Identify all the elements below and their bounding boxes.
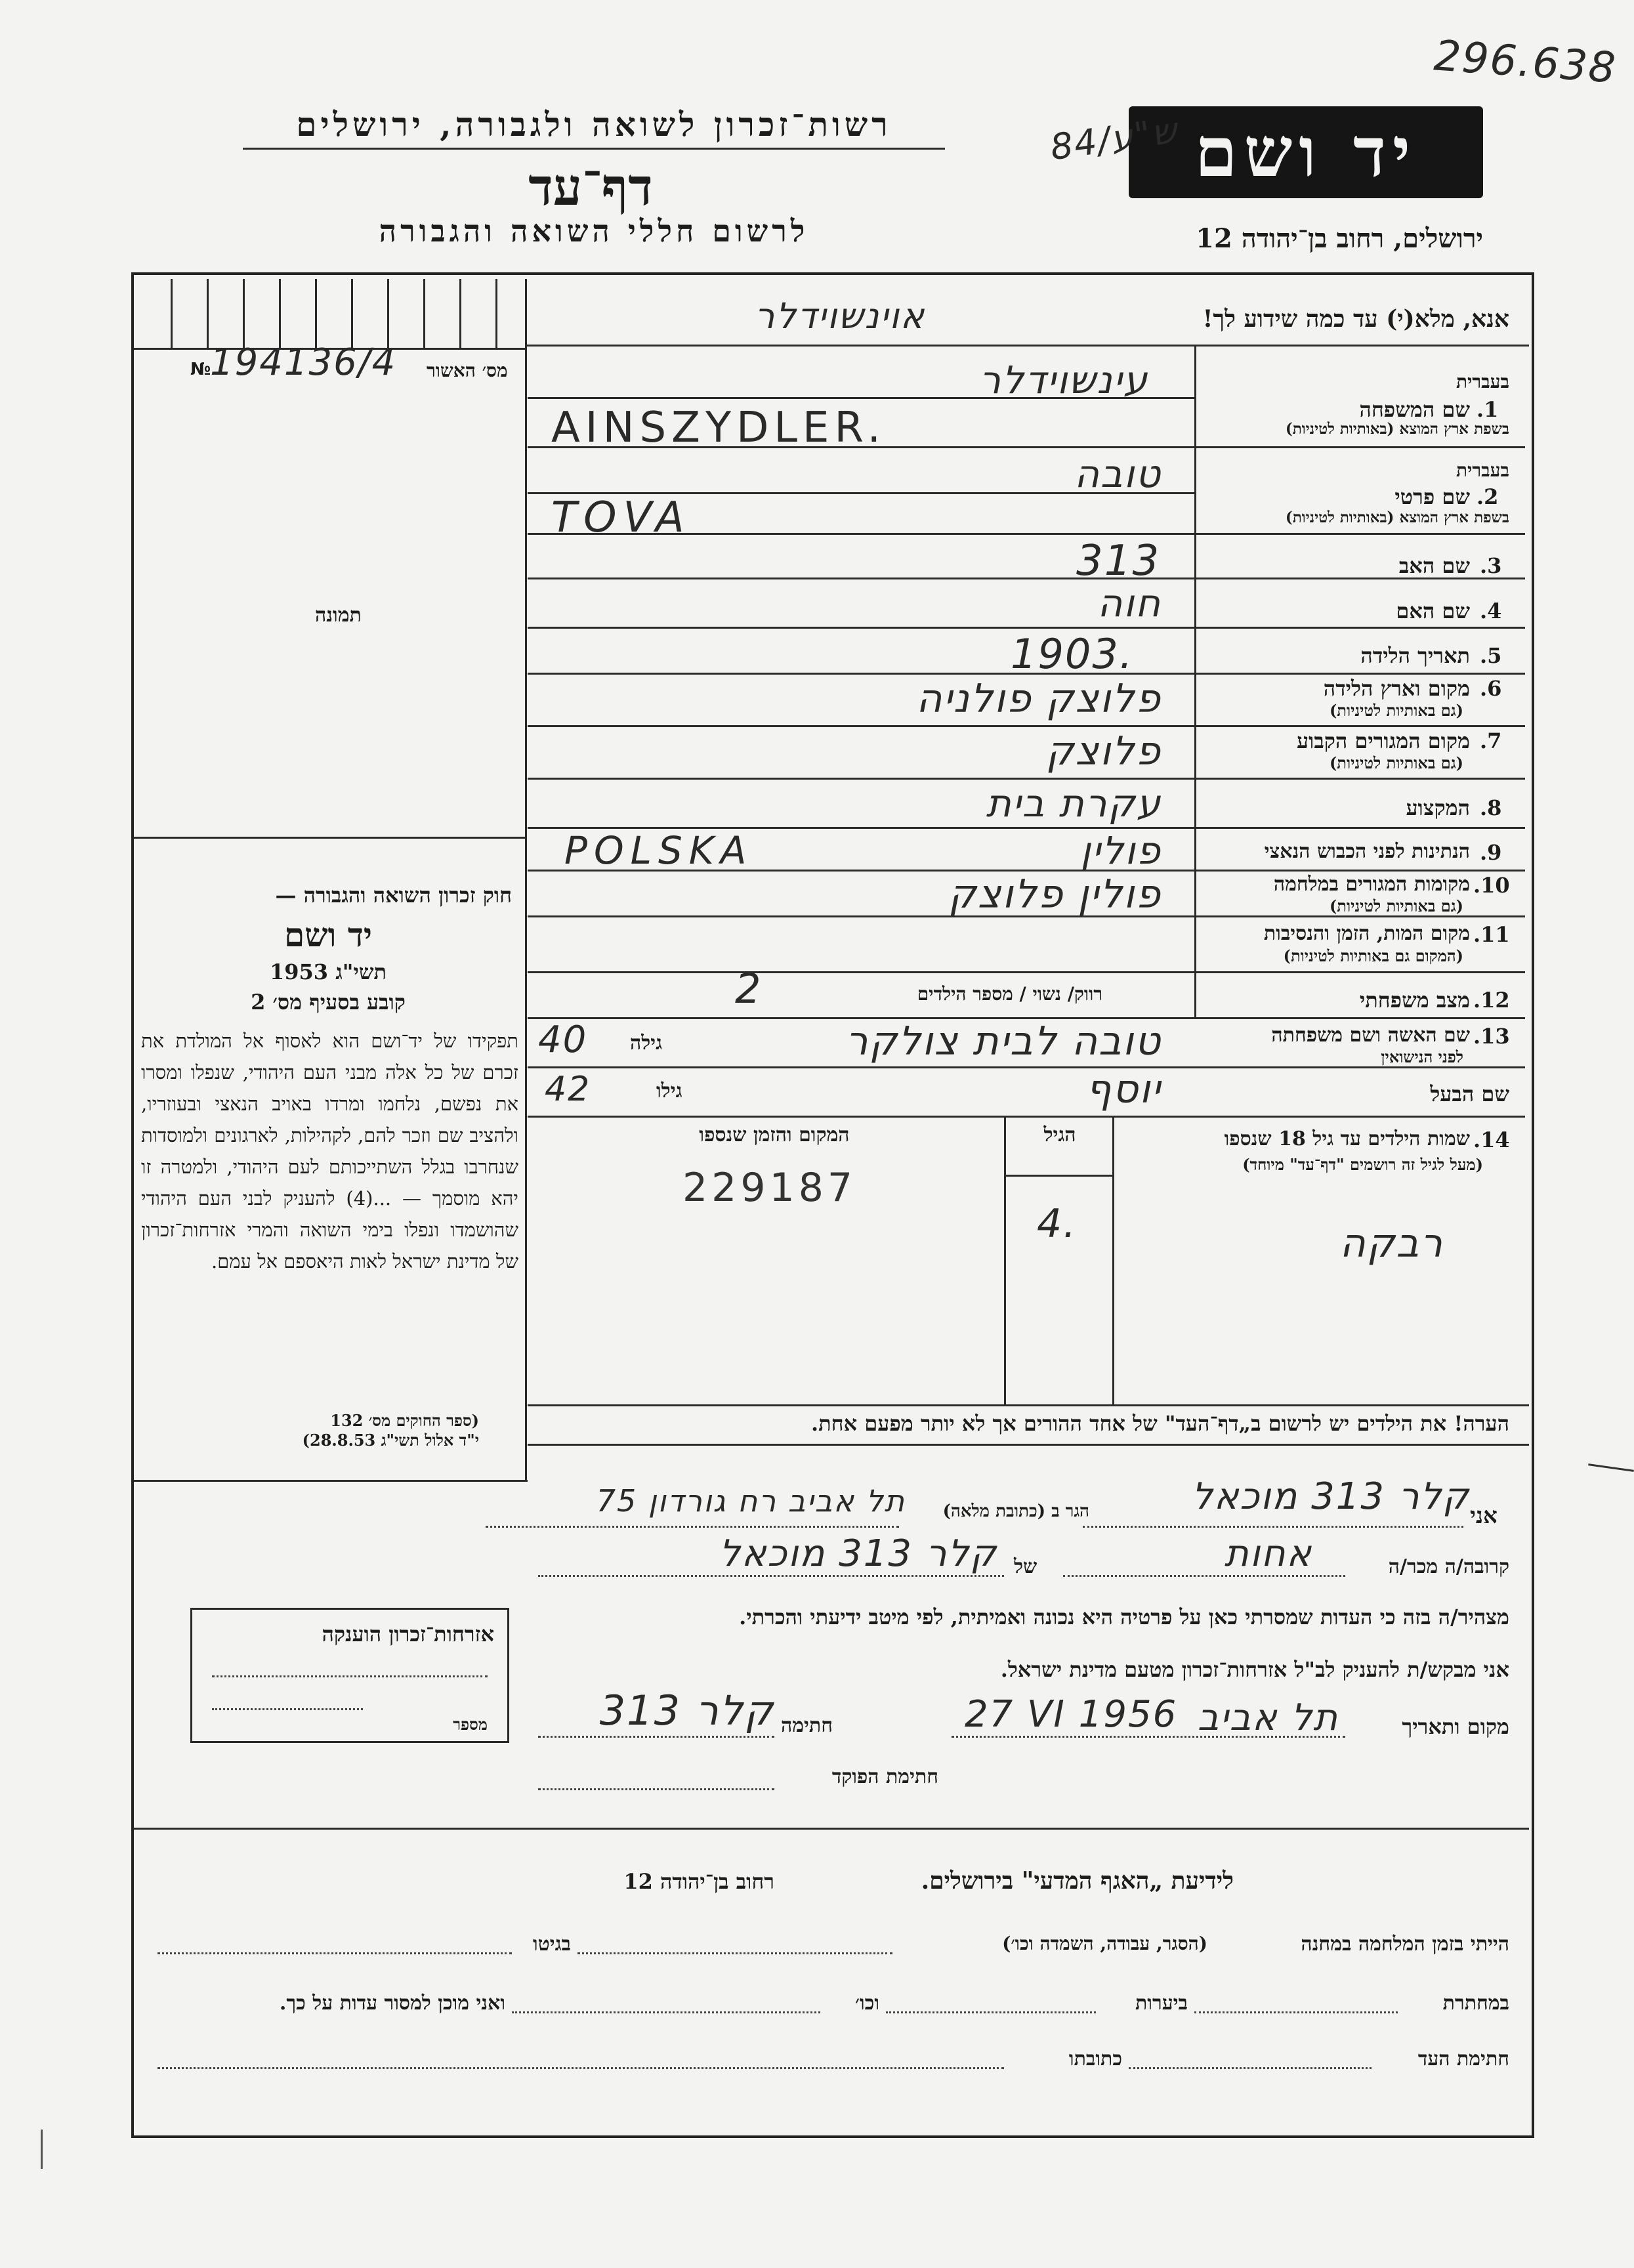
field-6-hint: (גם באותיות לטיניות): [1329, 701, 1463, 720]
footer-line2-b: ביערות: [1135, 1992, 1188, 2015]
field-1-hint: בשפת ארץ המוצא (באותיות לטיניות): [1285, 420, 1509, 438]
field-1-label: שם המשפחה: [1359, 397, 1470, 422]
law-clause: קובע בסעיף מס׳ 2: [251, 990, 406, 1015]
footer-line2-d: ואני מוכן למסור עדות על כך.: [279, 1992, 505, 2015]
footer-line3-a: חתימת העד: [1417, 2048, 1509, 2070]
law-name: יד ושם: [284, 915, 372, 954]
children-stamp: 229187: [682, 1165, 857, 1211]
citizenship-box: [190, 1608, 509, 1743]
field-11-number: 11.: [1473, 922, 1510, 947]
address: ירושלים, רחוב בן־יהודה 12: [1196, 223, 1483, 254]
relation-value: אחות: [1224, 1532, 1312, 1575]
children-number: 14.: [1473, 1127, 1510, 1152]
relation-label: קרובה/ה מכר/ה: [1388, 1555, 1509, 1578]
signature-value: קלר 313: [599, 1687, 774, 1734]
left-column-divider: [525, 279, 527, 1480]
father-name: 313: [1076, 537, 1161, 585]
date-value: 27 VI 1956: [965, 1693, 1178, 1736]
law-year: תשי"ג 1953: [270, 959, 387, 984]
law-title: חוק זכרון השואה והגבורה —: [275, 883, 512, 908]
approval-number: 194136/4: [210, 341, 397, 384]
footer-line1-c: בגיטו: [532, 1933, 571, 1956]
footer-line1-a: הייתי בזמן המלחמה במחנה: [1301, 1933, 1509, 1956]
yad-vashem-logo: [1129, 106, 1483, 198]
photo-label: תמונה: [315, 604, 362, 627]
first-name-hebrew: טובה: [1074, 452, 1162, 496]
prompt-handwritten-name: אוינשוידלר: [754, 295, 926, 337]
logo-text: יד ושם: [1194, 112, 1417, 192]
field-1-number: 1.: [1477, 397, 1499, 422]
declaration-statement: מצהיר/ה בזה כי העדות שמסרתי כאן על פרטיה היא נכונה ואמיתית, לפי מיטב ידיעתי והכרתי.: [739, 1605, 1509, 1629]
form-prompt: אנא, מלא(י) עד כמה שידוע לך!: [1202, 305, 1509, 333]
field-4-label: שם האם: [1396, 598, 1470, 623]
family-name-hebrew: עינשוידלר: [979, 358, 1148, 402]
citizenship-number-label: מספר: [453, 1715, 488, 1734]
signature-label: חתימה: [781, 1714, 833, 1737]
field-11-label: מקום המות, הזמן והנסיבות: [1263, 922, 1470, 945]
wife-age: 40: [538, 1018, 588, 1061]
husband-age: 42: [545, 1070, 591, 1109]
field-10-label: מקומות המגורים במלחמה: [1273, 873, 1470, 896]
field-8-number: 8.: [1480, 795, 1502, 820]
nationality-latin: POLSKA: [564, 828, 753, 873]
child-age: 4.: [1037, 1201, 1078, 1247]
scan-mark: [41, 2130, 43, 2169]
children-col-age: הגיל: [1043, 1124, 1076, 1146]
child-name: רבקה: [1339, 1221, 1444, 1267]
children-hint: (מעל לגיל זה רושמים "דף־עד" מיוחד): [1242, 1155, 1483, 1174]
of-value: קלר 313 מוכאל: [719, 1532, 997, 1575]
mother-name: חוה: [1097, 581, 1162, 625]
footer-info-title: לידיעת „האגף המדעי" בירושלים.: [921, 1867, 1234, 1895]
citizenship-title: אזרחות־זכרון הוענקה: [322, 1622, 494, 1647]
field-3-label: שם האב: [1398, 553, 1470, 578]
approval-label: מס׳ האשור: [427, 360, 508, 381]
field-8-label: המקצוע: [1406, 795, 1470, 820]
field-5-number: 5.: [1480, 643, 1502, 668]
field-10-hint: (גם באותיות לטיניות): [1329, 896, 1463, 915]
nationality-hebrew: פולין: [1080, 828, 1162, 873]
header-rule: [243, 148, 945, 150]
place-date-label: מקום ותאריך: [1402, 1714, 1509, 1739]
field-13-hint: לפני הנישואין: [1381, 1047, 1463, 1066]
field-6-label: מקום וארץ הלידה: [1323, 676, 1470, 701]
field-4-number: 4.: [1480, 598, 1502, 623]
children-note: הערה! את הילדים יש לרשום ב„דף־העד" של אחד ההורים אך לא יותר מפעם אחת.: [810, 1411, 1509, 1436]
marital-options: רווק/ נשוי / מספר הילדים: [917, 983, 1102, 1005]
field-13-number: 13.: [1473, 1024, 1510, 1049]
birth-place: פלוצק פולניה: [916, 676, 1162, 722]
form-subtitle: לרשום חללי השואה והגבורה: [379, 213, 809, 249]
field-2-label: שם פרטי: [1394, 484, 1470, 509]
field-7-label: מקום המגורים הקבוע: [1297, 728, 1470, 753]
wife-age-label: גילה: [630, 1032, 663, 1055]
officer-signature-label: חתימת הפוקד: [831, 1765, 938, 1788]
corner-number: 296.638: [1432, 32, 1618, 93]
field-2-hint-top: בעברית: [1456, 459, 1509, 481]
of-label: של: [1014, 1555, 1037, 1578]
approval-grid: [138, 279, 525, 348]
declaration-i-label: אני: [1470, 1503, 1498, 1529]
field-2-hint: בשפת ארץ המוצא (באותיות לטיניות): [1285, 509, 1509, 526]
spouse-name: טובה לבית צולקר: [845, 1018, 1162, 1064]
declaration-request: אני מבקש/ת להעניק לב"ל אזרחות־זכרון מטעם מדינת ישראל.: [1000, 1657, 1509, 1682]
law-footnote-2: י"ד אלול תשי"ג 28.8.53): [302, 1431, 479, 1450]
footer-line3-b: כתובתו: [1068, 2048, 1122, 2070]
field-7-number: 7.: [1480, 728, 1502, 753]
family-name-latin: AINSZYDLER.: [551, 404, 886, 452]
husband-age-label: גילו: [656, 1080, 682, 1102]
field-5-label: תאריך הלידה: [1360, 643, 1470, 668]
occupation: עקרת בית: [986, 781, 1162, 826]
field-10-number: 10.: [1473, 873, 1510, 898]
form-title: דף־עד: [528, 158, 653, 217]
approval-prefix: №: [190, 360, 211, 379]
birth-date: 1903.: [1011, 630, 1134, 678]
field-11-hint: (המקום גם באותיות לטיניות): [1283, 946, 1463, 965]
footer-line2-a: במחתרת: [1442, 1992, 1509, 2015]
law-body: תפקידו של יד־ושם הוא לאסוף אל המולדת את זכרם של כל אלה מבני העם היהודי, שנפלו ומסרו את נפשם, נלחמו ומרדו באויב הנאצי ובעוזריו, ולהציב שם וזכר להם, לקהילות, לארגונים ולמוסדות שנחרבו בגלל השתייכותם לעם היהודי, ולמטרה זו יהא מוסמך — ...(4) להעניק לבני העם היהודי שהושמדו ונפלו בימי השואה והמרי אזרחות־זכרון של מדינת ישראל לאות היאספם אל עמם.: [141, 1030, 518, 1272]
logo-note: ש"ע/84: [1047, 109, 1181, 169]
field-12-label: מצב משפחתי: [1359, 988, 1470, 1013]
footer-line2-c: וכו׳: [855, 1992, 879, 2015]
field-7-hint: (גם באותיות לטיניות): [1329, 753, 1463, 772]
place-value: תל אביב: [1197, 1696, 1339, 1739]
first-name-latin: TOVA: [551, 494, 691, 542]
declaration-address-label: הגר ב (כתובת מלאה): [942, 1502, 1089, 1521]
children-label: שמות הילדים עד גיל 18 שנספו: [1224, 1127, 1470, 1150]
footer-line1-b: (הסגר, עבודה, השמדה וכו׳): [1002, 1933, 1207, 1954]
wartime-residence: פולין פלוצק: [948, 872, 1162, 917]
residence: פלוצק: [1045, 728, 1162, 774]
declarant-name: קלר 313 מוכאל: [1192, 1475, 1470, 1518]
field-9-number: 9.: [1480, 840, 1502, 865]
declarant-address: תל אביב רח גורדון 75: [596, 1483, 906, 1519]
institution-name: רשות־זכרון לשואה ולגבורה, ירושלים: [296, 105, 892, 144]
field-13-label: שם האשה ושם משפחתה: [1271, 1024, 1470, 1047]
children-col-place: המקום והזמן שנספו: [699, 1124, 850, 1146]
husband-label: שם הבעל: [1430, 1082, 1509, 1106]
children-count: 2: [735, 965, 763, 1013]
footer-info-address: רחוב בן־יהודה 12: [623, 1869, 774, 1894]
field-6-number: 6.: [1480, 676, 1502, 701]
husband-name: יוסף: [1085, 1066, 1162, 1112]
field-12-number: 12.: [1473, 988, 1510, 1013]
field-9-label: הנתינות לפני הכבוש הנאצי: [1264, 840, 1470, 863]
scan-mark: [1588, 1463, 1634, 1472]
field-2-number: 2.: [1477, 484, 1499, 509]
field-3-number: 3.: [1480, 553, 1502, 578]
field-1-hint-top: בעברית: [1456, 371, 1509, 392]
law-footnote-1: (ספר החוקים מס׳ 132: [330, 1411, 479, 1430]
